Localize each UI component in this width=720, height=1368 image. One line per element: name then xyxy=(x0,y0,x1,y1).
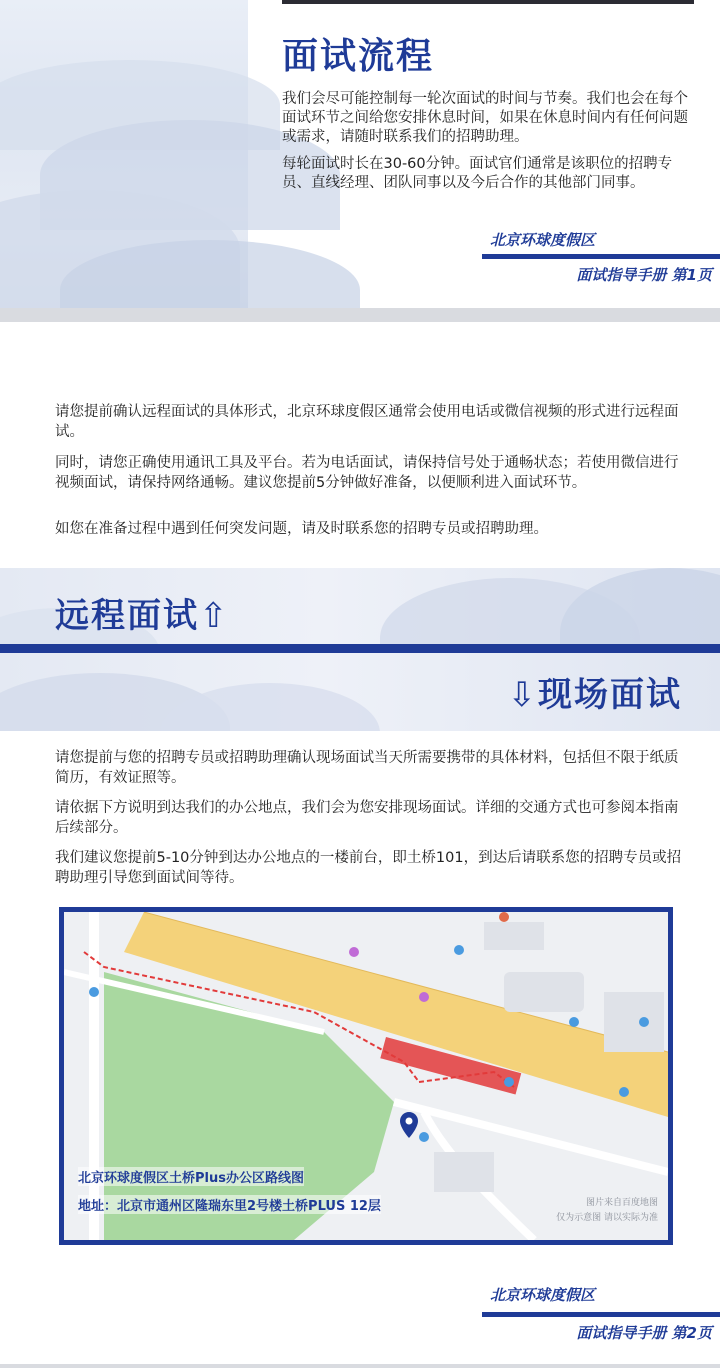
paragraph: 请依据下方说明到达我们的办公地点，我们会为您安排现场面试。详细的交通方式也可参阅本指南后续部分。 xyxy=(55,800,679,836)
paragraph: 请您提前与您的招聘专员或招聘助理确认现场面试当天所需要携带的具体材料，包括但不限于纸质简历，有效证照等。 xyxy=(55,750,679,786)
paragraph: 我们建议您提前5-10分钟到达办公地点的一楼前台，即土桥101，到达后请联系您的招聘专员或招聘助理引导您到面试间等待。 xyxy=(55,850,682,886)
page-footer: 面试指导手册 第1页 xyxy=(576,266,712,284)
arrow-down-icon: ⇩ xyxy=(507,675,538,715)
page-1 xyxy=(0,0,720,308)
page-title: 面试流程 xyxy=(282,36,435,77)
paragraph: 请您提前确认远程面试的具体形式，北京环球度假区通常会使用电话或微信视频的形式进行远程面试。 xyxy=(55,404,679,440)
page-2 xyxy=(0,322,720,1364)
route-map xyxy=(59,907,673,1245)
section-title-onsite: ⇩现场面试 xyxy=(507,675,682,715)
divider-rule xyxy=(0,644,720,653)
divider-rule xyxy=(482,1312,720,1317)
divider-rule xyxy=(482,254,720,259)
paragraph: 同时，请您正确使用通讯工具及平台。若为电话面试，请保持信号处于通畅状态；若使用微信进行视频面试，请保持网络通畅。建议您提前5分钟做好准备，以便顺利进入面试环节。 xyxy=(55,455,679,491)
arrow-up-icon: ⇧ xyxy=(199,596,230,636)
paragraph: 我们会尽可能控制每一轮次面试的时间与节奏。我们也会在每个面试环节之间给您安排休息时间，如果在休息时间内有任何问题或需求，请随时联系我们的招聘助理。 xyxy=(282,91,688,145)
paragraph: 每轮面试时长在30-60分钟。面试官们通常是该职位的招聘专员、直线经理、团队同事以及今后合作的其他部门同事。 xyxy=(282,156,673,191)
map-credit: 图片来自百度地图 xyxy=(585,1198,658,1208)
map-credit: 仅为示意图 请以实际为准 xyxy=(556,1213,658,1223)
brand-name: 北京环球度假区 xyxy=(490,231,596,249)
landscape-illustration xyxy=(0,0,248,308)
paragraph: 如您在准备过程中遇到任何突发问题，请及时联系您的招聘专员或招聘助理。 xyxy=(55,521,548,537)
section-banner-remote xyxy=(0,568,720,644)
page-footer: 面试指导手册 第2页 xyxy=(576,1324,712,1342)
map-address: 地址：北京市通州区隆瑞东里2号楼土桥PLUS 12层 xyxy=(78,1195,381,1214)
map-caption: 北京环球度假区土桥Plus办公区路线图 xyxy=(78,1167,304,1186)
section-banner-onsite xyxy=(0,653,720,731)
section-title-remote: 远程面试⇧ xyxy=(55,596,230,636)
brand-name: 北京环球度假区 xyxy=(490,1286,596,1304)
map-graphic xyxy=(64,912,668,1240)
location-pin-icon xyxy=(400,1112,418,1138)
header-image-strip xyxy=(282,0,694,4)
